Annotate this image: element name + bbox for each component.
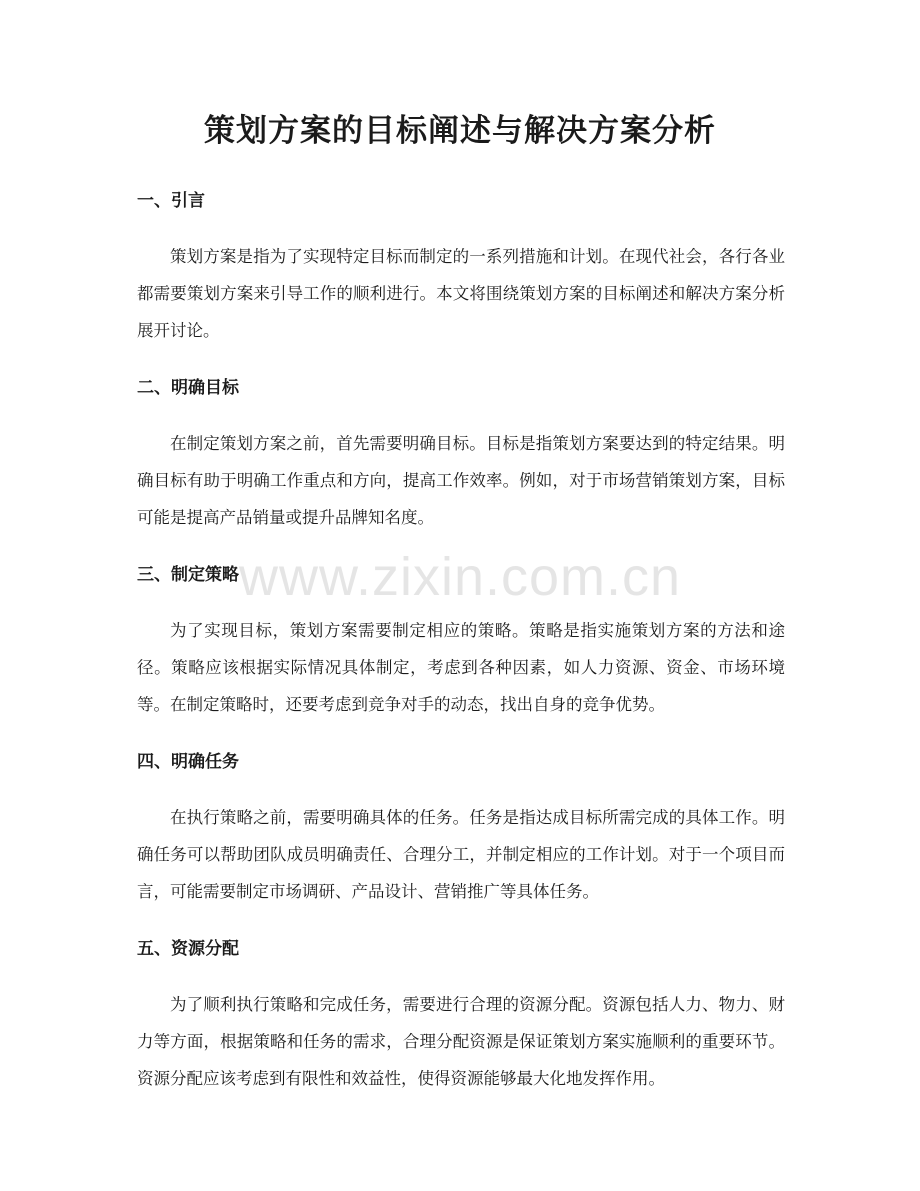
section-paragraph: 为了顺利执行策略和完成任务，需要进行合理的资源分配。资源包括人力、物力、财力等方面，根据策略和任务的需求，合理分配资源是保证策划方案实施顺利的重要环节。资源分配应该考虑到有限性和效益性，使得资源能够最大化地发挥作用。 xyxy=(137,995,785,1088)
section-paragraph: 为了实现目标，策划方案需要制定相应的策略。策略是指实施策划方案的方法和途径。策略应该根据实际情况具体制定，考虑到各种因素，如人力资源、资金、市场环境等。在制定策略时，还要考虑到竞争对手的动态，找出自身的竞争优势。 xyxy=(137,621,785,714)
section-resources xyxy=(137,934,785,1097)
section-heading: 三、制定策略 xyxy=(137,565,239,585)
watermark: www.zixin.com.cn xyxy=(238,547,682,607)
section-strategy xyxy=(137,560,785,723)
section-introduction xyxy=(137,186,785,349)
section-heading: 二、明确目标 xyxy=(137,378,239,398)
section-paragraph: 在执行策略之前，需要明确具体的任务。任务是指达成目标所需完成的具体工作。明确任务可以帮助团队成员明确责任、合理分工，并制定相应的工作计划。对于一个项目而言，可能需要制定市场调研、产品设计、营销推广等具体任务。 xyxy=(137,808,785,901)
section-heading: 一、引言 xyxy=(137,191,205,211)
section-heading: 五、资源分配 xyxy=(137,939,239,959)
section-paragraph: 策划方案是指为了实现特定目标而制定的一系列措施和计划。在现代社会，各行各业都需要策划方案来引导工作的顺利进行。本文将围绕策划方案的目标阐述和解决方案分析展开讨论。 xyxy=(137,247,785,340)
section-heading: 四、明确任务 xyxy=(137,752,239,772)
section-goals xyxy=(137,373,785,536)
document-content xyxy=(137,186,785,1121)
section-paragraph: 在制定策划方案之前，首先需要明确目标。目标是指策划方案要达到的特定结果。明确目标有助于明确工作重点和方向，提高工作效率。例如，对于市场营销策划方案，目标可能是提高产品销量或提升品牌知名度。 xyxy=(137,434,785,527)
page-title: 策划方案的目标阐述与解决方案分析 xyxy=(204,113,716,149)
section-tasks xyxy=(137,747,785,910)
